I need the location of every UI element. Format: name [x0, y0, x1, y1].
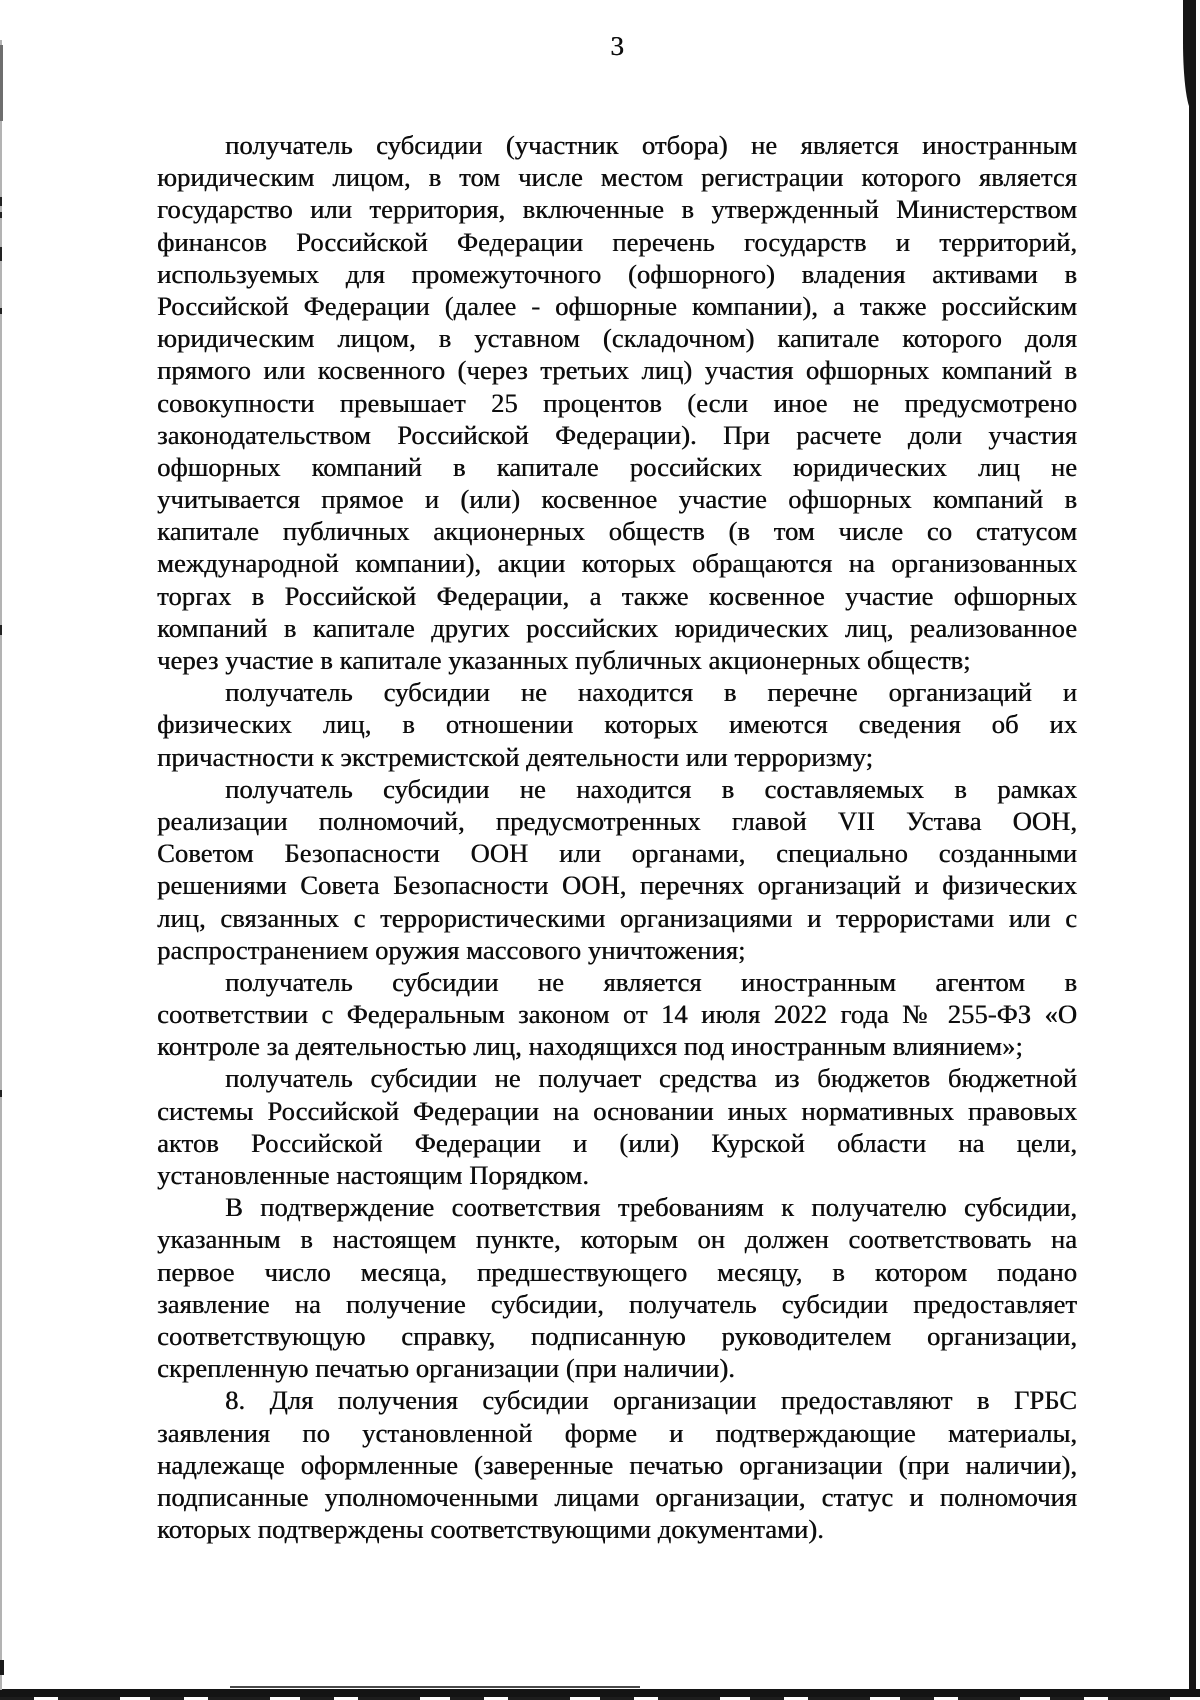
paragraph	[157, 1191, 1077, 1384]
text-line: капитале публичных акционерных обществ (в том числе со статусом	[157, 516, 1077, 547]
text-line: установленные настоящим Порядком.	[157, 1160, 589, 1190]
text-line: офшорных компаний в капитале российских юридических лиц не	[157, 451, 1077, 482]
text-line: указанным в настоящем пункте, которым он должен соответствовать на	[157, 1224, 1077, 1255]
text-line: лиц, связанных с террористическими организациями и террористами или с	[157, 902, 1077, 933]
text-line: учитывается прямое и (или) косвенное участие офшорных компаний в	[157, 484, 1077, 515]
text-line: первое число месяца, предшествующего месяцу, в котором подано	[157, 1256, 1077, 1287]
text-line: юридическим лицом, в том числе местом регистрации которого является	[157, 162, 1077, 193]
text-line: прямого или косвенного (через третьих лиц) участия офшорных компаний в	[157, 355, 1077, 386]
text-line: соответствии с Федеральным законом от 14 июля 2022 года № 255-ФЗ «О	[157, 999, 1077, 1030]
text-line: распространением оружия массового уничтожения;	[157, 934, 746, 965]
text-line: скрепленную печатью организации (при наличии).	[157, 1353, 735, 1384]
scan-edge-left-line	[0, 40, 2, 1690]
text-line: компаний в капитале других российских юридических лиц, реализованное	[157, 612, 1077, 643]
text-line: заявления по установленной форме и подтверждающие материалы,	[157, 1417, 1077, 1448]
paragraph	[157, 773, 1077, 966]
text-line: которых подтверждены соответствующими документами).	[157, 1514, 824, 1545]
text-line: 8. Для получения субсидии организации предоставляют в ГРБС	[225, 1385, 1077, 1416]
scan-edge-bottom-bar	[0, 1689, 1200, 1697]
text-line: финансов Российской Федерации перечень государств и территорий,	[157, 226, 1077, 257]
text-line: Российской Федерации (далее - офшорные компании), а также российским	[157, 290, 1077, 321]
document-body	[157, 129, 1077, 1545]
scan-speck	[0, 1090, 2, 1097]
text-line: соответствующую справку, подписанную руководителем организации,	[157, 1320, 1077, 1351]
text-line: законодательством Российской Федерации). При расчете доли участия	[157, 419, 1077, 450]
text-line: через участие в капитале указанных публичных акционерных обществ;	[157, 645, 971, 675]
text-line: международной компании), акции которых обращаются на организованных	[157, 548, 1077, 579]
scan-speck	[0, 308, 2, 314]
text-line: надлежаще оформленные (заверенные печатью организации (при наличии),	[157, 1449, 1077, 1480]
text-line: юридическим лицом, в уставном (складочном) капитале которого доля	[157, 323, 1077, 354]
page-number: 3	[610, 31, 624, 61]
text-line: государство или территория, включенные в утвержденный Министерством	[157, 194, 1077, 225]
text-line: системы Российской Федерации на основании иных нормативных правовых	[157, 1095, 1077, 1126]
text-line: контроле за деятельностью лиц, находящихся под иностранным влиянием»;	[157, 1031, 1023, 1062]
paragraph	[157, 676, 1077, 773]
text-line: Советом Безопасности ООН или органами, специально созданными	[157, 838, 1077, 869]
text-line: актов Российской Федерации и (или) Курской области на цели,	[157, 1127, 1077, 1158]
scan-speck	[0, 625, 2, 635]
text-line: В подтверждение соответствия требованиям к получателю субсидии,	[225, 1192, 1077, 1223]
text-line: подписанные уполномоченными лицами организации, статус и полномочия	[157, 1481, 1077, 1512]
text-line: получатель субсидии не получает средства из бюджетов бюджетной	[225, 1063, 1077, 1094]
text-line: физических лиц, в отношении которых имеются сведения об их	[157, 709, 1077, 740]
scan-speck	[0, 1660, 4, 1675]
scan-speck	[0, 197, 2, 206]
scan-edge-right-bar	[1189, 0, 1196, 1694]
text-line: причастности к экстремистской деятельности или терроризму;	[157, 741, 874, 772]
scan-speck	[0, 212, 2, 218]
paragraph	[157, 1062, 1077, 1191]
text-line: получатель субсидии не находится в составляемых в рамках	[225, 773, 1077, 804]
text-line: получатель субсидии не является иностранным агентом в	[225, 966, 1077, 997]
scan-edge-right-bar-top	[1183, 0, 1194, 112]
scan-edge-bottom-hairline	[230, 1686, 640, 1688]
text-line: используемых для промежуточного (офшорного) владения активами в	[157, 258, 1077, 289]
text-line: заявление на получение субсидии, получатель субсидии предоставляет	[157, 1288, 1077, 1319]
paragraph	[157, 966, 1077, 1063]
text-line: получатель субсидии не находится в перечне организаций и	[225, 677, 1077, 708]
text-line: реализации полномочий, предусмотренных главой VII Устава ООН,	[157, 805, 1077, 836]
text-line: решениями Совета Безопасности ООН, перечнях организаций и физических	[157, 870, 1077, 901]
text-line: совокупности превышает 25 процентов (если иное не предусмотрено	[157, 387, 1077, 418]
text-line: торгах в Российской Федерации, а также косвенное участие офшорных	[157, 580, 1077, 611]
scan-speck	[0, 247, 2, 261]
scan-edge-left-line-dark	[0, 45, 3, 121]
paragraph	[157, 129, 1077, 676]
paragraph	[157, 1384, 1077, 1545]
text-line: получатель субсидии (участник отбора) не является иностранным	[225, 130, 1077, 160]
